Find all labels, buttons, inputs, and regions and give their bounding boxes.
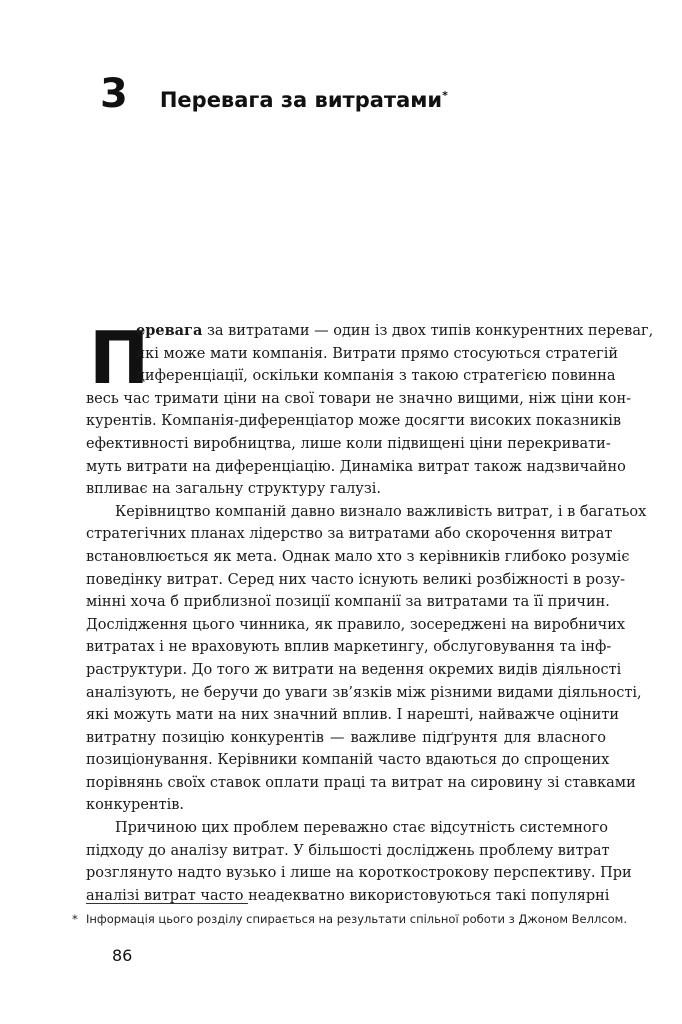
body-line: ефективності виробництва, лише коли підвищені ціни перекривати- <box>86 435 611 452</box>
chapter-title <box>160 88 448 112</box>
body-line: які може мати компанія. Витрати прямо стосуються стратегій <box>136 345 619 362</box>
body-line: весь час тримати ціни на свої товари не значно вищими, ніж ціни кон- <box>86 390 632 407</box>
body-line: диференціації, оскільки компанія з такою стратегією повинна <box>136 368 616 385</box>
chapter-heading <box>100 71 448 124</box>
body-line: конкурентів. <box>86 797 185 814</box>
footnote-divider <box>86 903 248 904</box>
first-word-bold: еревага <box>136 322 203 339</box>
body-line: впливає на загальну структуру галузі. <box>86 481 381 498</box>
body-line: які можуть мати на них значний вплив. І нарешті, найважче оцінити <box>86 707 620 724</box>
chapter-number: 3 <box>100 71 128 117</box>
body-line: розглянуто надто вузько і лише на короткострокову перспективу. При <box>86 865 632 882</box>
chapter-footnote-mark: * <box>442 89 448 102</box>
body-line: курентів. Компанія-диференціатор може досягти високих показників <box>86 413 622 430</box>
page-number: 86 <box>112 946 133 965</box>
body-line: підходу до аналізу витрат. У більшості досліджень проблему витрат <box>86 842 610 859</box>
body-line: порівнянь своїх ставок оплати праці та витрат на сировину зі ставками <box>86 774 636 791</box>
body-line: аналізі витрат часто неадекватно використовуються такі популярні <box>86 887 610 904</box>
body-line: Дослідження цього чинника, як правило, зосереджені на виробничих <box>86 616 626 633</box>
footnote-text: Інформація цього розділу спирається на результати спільної роботи з Джоном Веллсом. <box>86 912 627 926</box>
body-line: Причиною цих проблем переважно стає відсутність системного <box>115 820 608 837</box>
body-text <box>86 316 654 907</box>
footnote <box>72 912 632 926</box>
body-line: встановлюється як мета. Однак мало хто з керівників глибоко розуміє <box>86 548 630 565</box>
body-line: Керівництво компаній давно визнало важливість витрат, і в багатьох <box>115 503 647 520</box>
body-line: стратегічних планах лідерство за витратами або скорочення витрат <box>86 526 613 543</box>
body-line: раструктури. До того ж витрати на ведення окремих видів діяльності <box>86 661 622 678</box>
body-line: витратах і не враховують вплив маркетингу, обслуговування та інф- <box>86 639 612 656</box>
drop-cap: П <box>89 316 150 400</box>
body-line: еревага за витратами — один із двох типів конкурентних переваг, <box>136 322 654 339</box>
body-line: позиціонування. Керівники компаній часто вдаються до спрощених <box>86 752 610 769</box>
chapter-title-text: Перевага за витратами <box>159 88 443 112</box>
footnote-mark: * <box>72 912 78 926</box>
body-line: муть витрати на диференціацію. Динаміка витрат також надзвичайно <box>86 458 626 475</box>
body-line: аналізують, не беручи до уваги зв’язків між різними видами діяльності, <box>86 684 642 701</box>
body-line: поведінку витрат. Серед них часто існують великі розбіжності в розу- <box>86 571 626 588</box>
body-line: витратну позицію конкурентів — важливе підґрунтя для власного <box>86 729 606 746</box>
body-line: мінні хоча б приблизної позиції компанії за витратами та її причин. <box>86 594 610 611</box>
